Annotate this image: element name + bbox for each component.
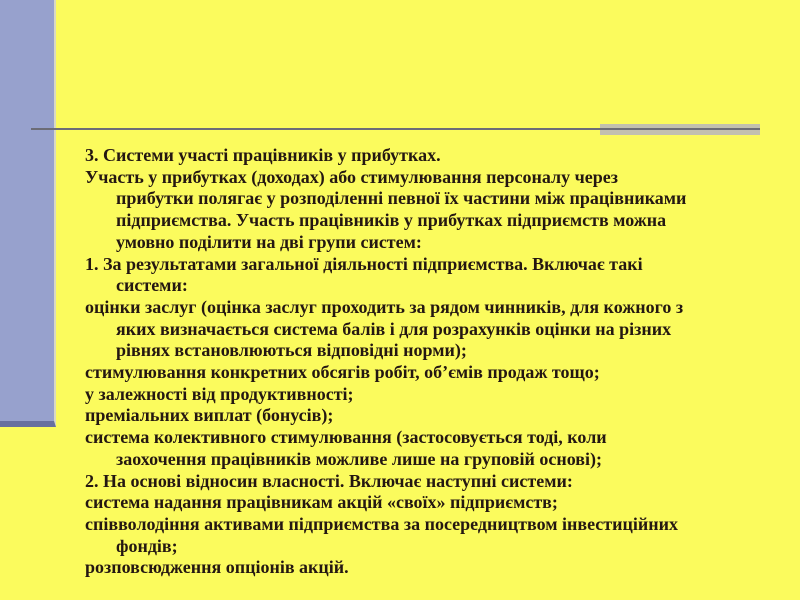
paragraph	[85, 492, 785, 514]
paragraph	[85, 384, 785, 406]
sidebar-accent-bar	[0, 0, 56, 427]
slide-text	[85, 145, 785, 579]
paragraph	[85, 167, 785, 254]
paragraph	[85, 557, 785, 579]
text-line: підприємства. Участь працівників у прибутках підприємств можна	[116, 210, 667, 231]
divider-line	[31, 128, 760, 130]
paragraph	[85, 514, 785, 557]
text-line: преміальних виплат (бонусів);	[85, 405, 334, 426]
paragraph	[85, 145, 785, 167]
paragraph	[85, 471, 785, 493]
paragraph	[85, 254, 785, 297]
text-line: умовно поділити на дві групи систем:	[116, 231, 422, 252]
text-line: у залежності від продуктивності;	[85, 383, 354, 404]
text-line: 1. За результатами загальної діяльності підприємства. Включає такі	[85, 253, 643, 274]
paragraph	[85, 427, 785, 470]
text-line: співволодіння активами підприємства за посередництвом інвестиційних	[85, 513, 678, 534]
text-line: система колективного стимулювання (застосовується тоді, коли	[85, 427, 607, 448]
text-line: Участь у прибутках (доходах) або стимулювання персоналу через	[85, 166, 618, 187]
paragraph	[85, 405, 785, 427]
text-line: система надання працівникам акцій «своїх» підприємств;	[85, 492, 558, 513]
paragraph	[85, 297, 785, 362]
text-line: фондів;	[116, 535, 178, 556]
paragraph	[85, 362, 785, 384]
text-line: 3. Системи участі працівників у прибутках.	[85, 145, 441, 165]
text-line: оцінки заслуг (оцінка заслуг проходить за рядом чинників, для кожного з	[85, 296, 684, 317]
text-line: системи:	[116, 275, 188, 296]
text-line: стимулювання конкретних обсягів робіт, об’ємів продаж тощо;	[85, 362, 600, 383]
text-line: розповсюдження опціонів акцій.	[85, 557, 349, 578]
text-line: 2. На основі відносин власності. Включає наступні системи:	[85, 470, 573, 491]
text-line: рівнях встановлюються відповідні норми);	[116, 340, 467, 361]
text-line: прибутки полягає у розподіленні певної їх частини між працівниками	[116, 188, 687, 209]
text-line: заохочення працівників можливе лише на груповій основі);	[116, 448, 602, 469]
text-line: яких визначається система балів і для розрахунків оцінки на різних	[116, 318, 672, 339]
